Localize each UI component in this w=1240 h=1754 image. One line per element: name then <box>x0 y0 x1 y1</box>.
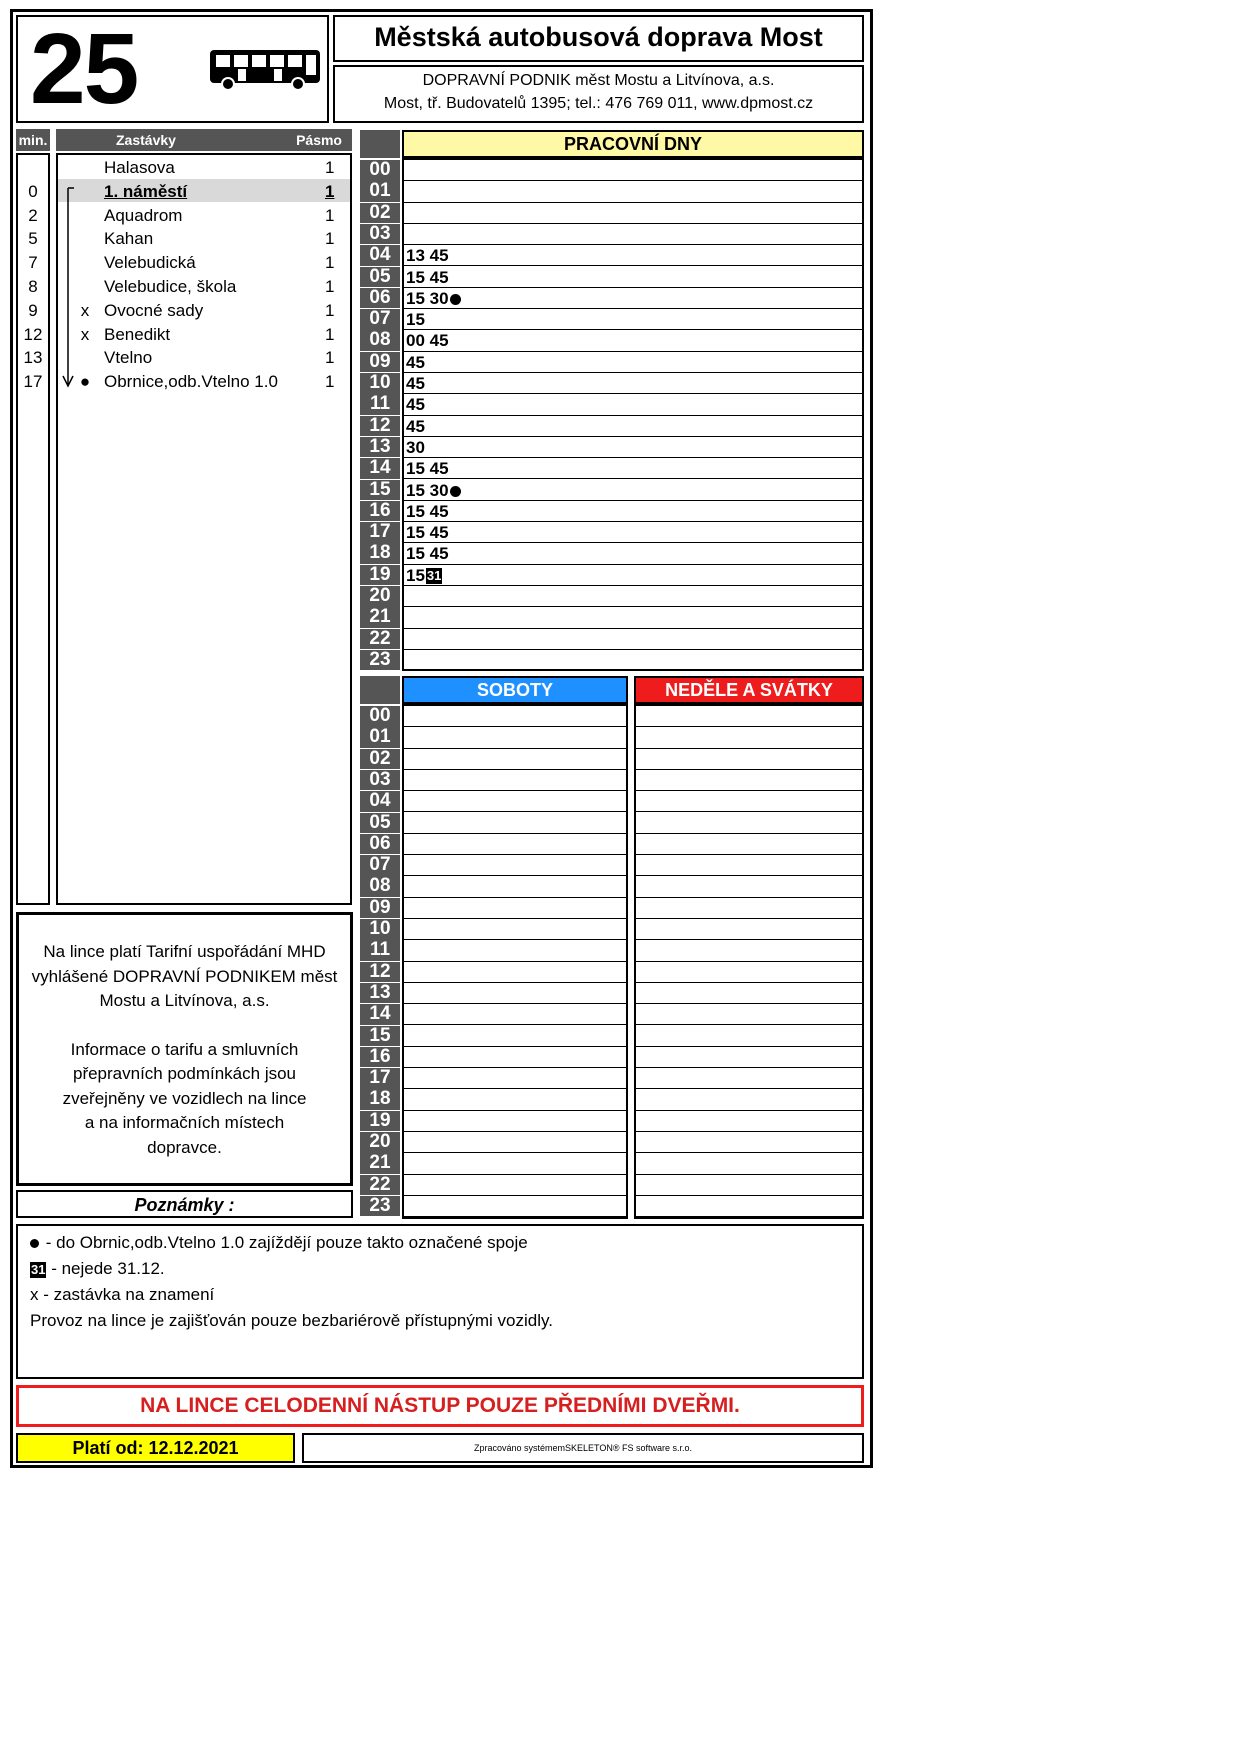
hour-cell: 00 <box>360 706 400 727</box>
hour-cell: 14 <box>360 1004 400 1025</box>
hour-cell: 10 <box>360 919 400 940</box>
badge-31-icon: 31 <box>426 568 442 584</box>
legend-badge-row <box>30 1256 862 1282</box>
hour-cell: 09 <box>360 352 400 373</box>
stop-minute: 9 <box>28 300 38 320</box>
valid-from: Platí od: 12.12.2021 <box>16 1433 295 1463</box>
hour-cell: 05 <box>360 813 400 834</box>
hour-cell: 11 <box>360 394 400 415</box>
tariff-line: přepravních podmínkách jsou <box>72 1064 297 1083</box>
departure-minutes: 45 <box>406 352 425 372</box>
processed-by: Zpracováno systémemSKELETON® FS software s.r.o. <box>302 1433 864 1463</box>
stop-name: Velebudice, škola <box>104 277 237 296</box>
saturday-outline <box>402 704 628 1219</box>
departure-minutes: 45 <box>406 395 425 415</box>
tariff-line: zveřejněny ve vozidlech na lince <box>62 1088 307 1108</box>
hour-cell: 10 <box>360 373 400 394</box>
dot-icon <box>30 1239 39 1248</box>
stop-zone: 1 <box>325 158 335 177</box>
tariff-gap <box>19 1014 350 1038</box>
departure-minutes: 15 <box>406 565 425 585</box>
hour-cell: 12 <box>360 962 400 983</box>
operator-title: Městská autobusová doprava Most <box>374 22 823 52</box>
stop-name: Vtelno <box>104 348 153 368</box>
hour-cell: 07 <box>360 309 400 330</box>
line-number-box <box>16 15 329 123</box>
company-name: DOPRAVNÍ PODNIK měst Mostu a Litvínova, a.s. <box>422 72 775 89</box>
stop-zone: 1 <box>325 229 335 249</box>
hour-cell: 01 <box>360 181 400 202</box>
tariff-line: a na informačních místech <box>84 1113 285 1132</box>
departure-minutes: 45 <box>406 374 425 393</box>
stop-name: Velebudická <box>104 253 196 273</box>
hour-cell: 22 <box>360 1175 400 1196</box>
departure-minutes: 15 30 <box>406 480 449 500</box>
hour-cell: 16 <box>360 1047 400 1068</box>
hour-cell: 06 <box>360 834 400 855</box>
stop-minute: 2 <box>28 205 38 225</box>
hour-cell: 08 <box>360 330 400 351</box>
tariff-note <box>19 940 350 1160</box>
stop-zone: 1 <box>325 253 335 273</box>
hour-cell: 20 <box>360 586 400 607</box>
departure-minutes: 15 <box>406 310 425 330</box>
stop-minute: 7 <box>28 253 38 273</box>
boarding-banner: NA LINCE CELODENNÍ NÁSTUP POUZE PŘEDNÍMI DVEŘMI. <box>16 1385 864 1427</box>
bus-icon <box>208 47 322 93</box>
hour-cell: 11 <box>360 940 400 961</box>
notes-label-box <box>16 1190 353 1218</box>
hour-cell: 05 <box>360 267 400 288</box>
departure-minutes: 00 45 <box>406 331 449 351</box>
hour-cell: 04 <box>360 791 400 812</box>
hour-cell: 01 <box>360 727 400 748</box>
hour-cell: 17 <box>360 522 400 543</box>
company-info-box <box>333 65 864 123</box>
hour-cell: 22 <box>360 629 400 650</box>
stop-zone: 1 <box>325 277 335 296</box>
stop-minute: 0 <box>28 181 38 201</box>
hour-cell: 02 <box>360 749 400 770</box>
hour-cell: 20 <box>360 1132 400 1153</box>
stop-zone: 1 <box>325 348 335 368</box>
hour-cell: 18 <box>360 543 400 564</box>
departure-minutes: 15 30 <box>406 288 449 308</box>
stop-zone: 1 <box>325 300 335 320</box>
hour-cell: 06 <box>360 288 400 309</box>
stop-minute: 5 <box>28 229 38 249</box>
hour-cell: 00 <box>360 160 400 181</box>
legend-x-text: x - zastávka na znamení <box>30 1285 215 1304</box>
stop-zone: 1 <box>325 324 335 344</box>
departure-minutes: 15 45 <box>406 544 449 564</box>
sunday-outline <box>634 704 864 1219</box>
hour-cell: 15 <box>360 1026 400 1047</box>
saturday-title: SOBOTY <box>402 676 628 704</box>
hour-cell: 18 <box>360 1089 400 1110</box>
hour-cell: 19 <box>360 565 400 586</box>
stop-name: Kahan <box>104 229 154 249</box>
stop-name: Ovocné sady <box>104 300 204 320</box>
sunday-title: NEDĚLE A SVÁTKY <box>634 676 864 704</box>
operator-title-box <box>333 15 864 62</box>
hour-cell: 14 <box>360 458 400 479</box>
stop-mark: ● <box>79 372 91 392</box>
hour-cell: 03 <box>360 224 400 245</box>
stops-header <box>56 129 352 151</box>
departure-minutes: 15 45 <box>406 267 449 287</box>
stop-name: Aquadrom <box>104 205 183 225</box>
legend-dot-row <box>30 1230 862 1256</box>
departure-minutes: 45 <box>406 416 425 436</box>
hour-cell: 02 <box>360 203 400 224</box>
stop-zone: 1 <box>325 205 335 225</box>
stop-name: 1. náměstí <box>104 181 188 201</box>
legend-dot-text: - do Obrnic,odb.Vtelno 1.0 zajíždějí pouze takto označené spoje <box>45 1233 528 1252</box>
weekdays-title: PRACOVNÍ DNY <box>402 130 864 158</box>
departure-minutes: 30 <box>406 437 425 457</box>
departure-minutes: 15 45 <box>406 501 449 521</box>
hour-cell: 13 <box>360 437 400 458</box>
hour-cell: 04 <box>360 245 400 266</box>
badge-31-icon: 31 <box>31 1261 46 1277</box>
weekdays-corner <box>360 130 400 158</box>
hour-cell: 15 <box>360 480 400 501</box>
notes-label: Poznámky : <box>134 1195 235 1215</box>
tariff-note-box <box>16 912 353 1186</box>
stop-mark: x <box>80 324 90 344</box>
stop-name: Obrnice,odb.Vtelno 1.0 <box>104 372 278 392</box>
current-stop-highlight <box>58 179 350 202</box>
stop-minute: 13 <box>23 348 43 368</box>
company-contact: Most, tř. Budovatelů 1395; tel.: 476 769 011, www.dpmost.cz <box>383 95 814 112</box>
legend-badge-text: - nejede 31.12. <box>51 1259 165 1278</box>
stop-zone: 1 <box>325 372 335 392</box>
hour-cell: 23 <box>360 650 400 671</box>
hour-cell: 21 <box>360 607 400 628</box>
hour-cell: 07 <box>360 855 400 876</box>
legend-access-text: Provoz na lince je zajišťován pouze bezbariérově přístupnými vozidly. <box>30 1311 553 1330</box>
tariff-line: vyhlášené DOPRAVNÍ PODNIKEM měst <box>31 966 338 986</box>
tariff-line: dopravce. <box>147 1137 222 1157</box>
hour-cell: 19 <box>360 1111 400 1132</box>
legend-box <box>16 1224 864 1379</box>
hour-cell: 08 <box>360 876 400 897</box>
hour-cell: 13 <box>360 983 400 1004</box>
tariff-line: Mostu a Litvínova, a.s. <box>99 991 270 1010</box>
stop-name: Halasova <box>104 158 175 177</box>
tariff-line: Na lince platí Tarifní uspořádání MHD <box>43 942 326 961</box>
hour-cell: 21 <box>360 1153 400 1174</box>
departure-minutes: 13 45 <box>406 246 449 266</box>
stop-minute: 17 <box>23 372 43 392</box>
departure-minutes: 15 45 <box>406 523 449 543</box>
col-min-header: min. <box>16 129 50 151</box>
hour-cell: 12 <box>360 416 400 437</box>
stop-minute: 12 <box>23 324 43 344</box>
departure-minutes: 15 45 <box>406 459 449 479</box>
hour-cell: 03 <box>360 770 400 791</box>
stop-zone: 1 <box>325 181 335 201</box>
tariff-line: Informace o tarifu a smluvních <box>70 1039 299 1059</box>
hour-cell: 17 <box>360 1068 400 1089</box>
stop-minute: 8 <box>28 277 38 296</box>
hour-cell: 09 <box>360 898 400 919</box>
col-stops-header: Zastávky <box>116 132 176 148</box>
direction-arrow <box>60 184 76 390</box>
weekdays-outline <box>402 158 864 671</box>
weekend-corner <box>360 676 400 704</box>
hour-cell: 16 <box>360 501 400 522</box>
col-zone-header: Pásmo <box>296 132 342 148</box>
stops-column <box>56 153 352 905</box>
stop-name: Benedikt <box>104 324 171 344</box>
stop-mark: x <box>80 300 90 320</box>
hour-cell: 23 <box>360 1196 400 1217</box>
line-number: 25 <box>30 13 138 125</box>
